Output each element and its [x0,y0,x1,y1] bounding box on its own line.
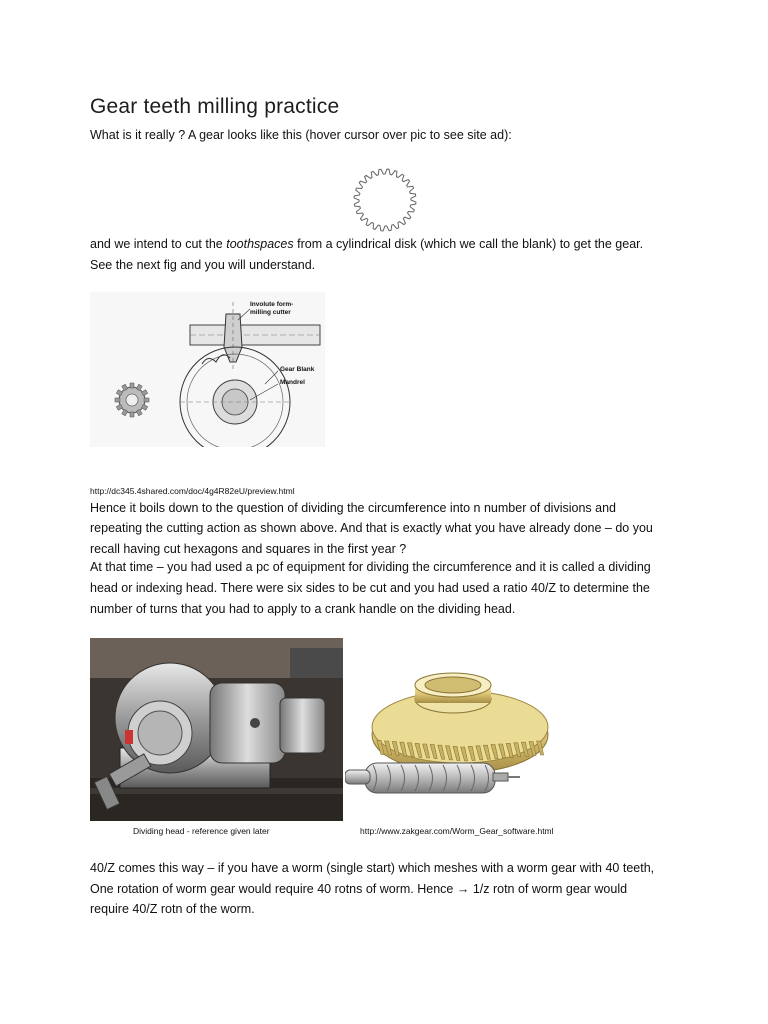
para2-line: recall having cut hexagons and squares in the first year ? [90,542,407,556]
label-gear-blank: Gear Blank [280,366,315,373]
gear-outline-icon[interactable] [350,165,420,235]
paragraph-1-line2: See the next fig and you will understand. [90,258,316,272]
small-gear-tooth [144,398,149,402]
para3-line: require 40/Z rotn of the worm. [90,902,255,916]
small-gear-tooth [115,398,120,402]
para3-line: One rotation of worm gear would require 40 rotns of worm. Hence → 1/z rotn of worm gear would [90,882,628,896]
small-gear-tooth [130,412,134,417]
caption-dividing-head: Dividing head - reference given later [133,826,270,836]
gear-tooth-outline [354,169,416,231]
worm-gear-render [345,655,550,823]
page-title: Gear teeth milling practice [90,95,340,118]
para2-line: At that time – you had used a pc of equipment for dividing the circumference and it is called a dividing [90,560,651,574]
caption-worm-gear-link[interactable]: http://www.zakgear.com/Worm_Gear_software.html [360,826,554,836]
para2-line: number of turns that you had to apply to a crank handle on the dividing head. [90,602,516,616]
para1-text-b: from a cylindrical disk (which we call the blank) to get the gear. [293,237,644,251]
dividing-head-photo [90,638,343,821]
label-mandrel: Mandrel [280,379,305,386]
paragraph-1 [90,234,690,255]
para2-line: repeating the cutting action as shown above. And that is exactly what you have already done – do you [90,521,653,535]
intro-text: What is it really ? A gear looks like this (hover cursor over pic to see site ad): [90,128,512,142]
para1-text-a: and we intend to cut the [90,237,227,251]
para2-line: Hence it boils down to the question of dividing the circumference into n number of divisions and [90,501,616,515]
label-cutter: Involute form-milling cutter [250,301,294,316]
para3-line: 40/Z comes this way – if you have a worm (single start) which meshes with a worm gear with 40 teeth, [90,861,655,875]
para1-italic: toothspaces [226,237,294,251]
figure1-source-link[interactable]: http://dc345.4shared.com/doc/4g4R82eU/preview.html [90,486,295,496]
small-gear-tooth [130,383,134,388]
para2-line: head or indexing head. There were six sides to be cut and you had used a ratio 40/Z to determine the [90,581,650,595]
